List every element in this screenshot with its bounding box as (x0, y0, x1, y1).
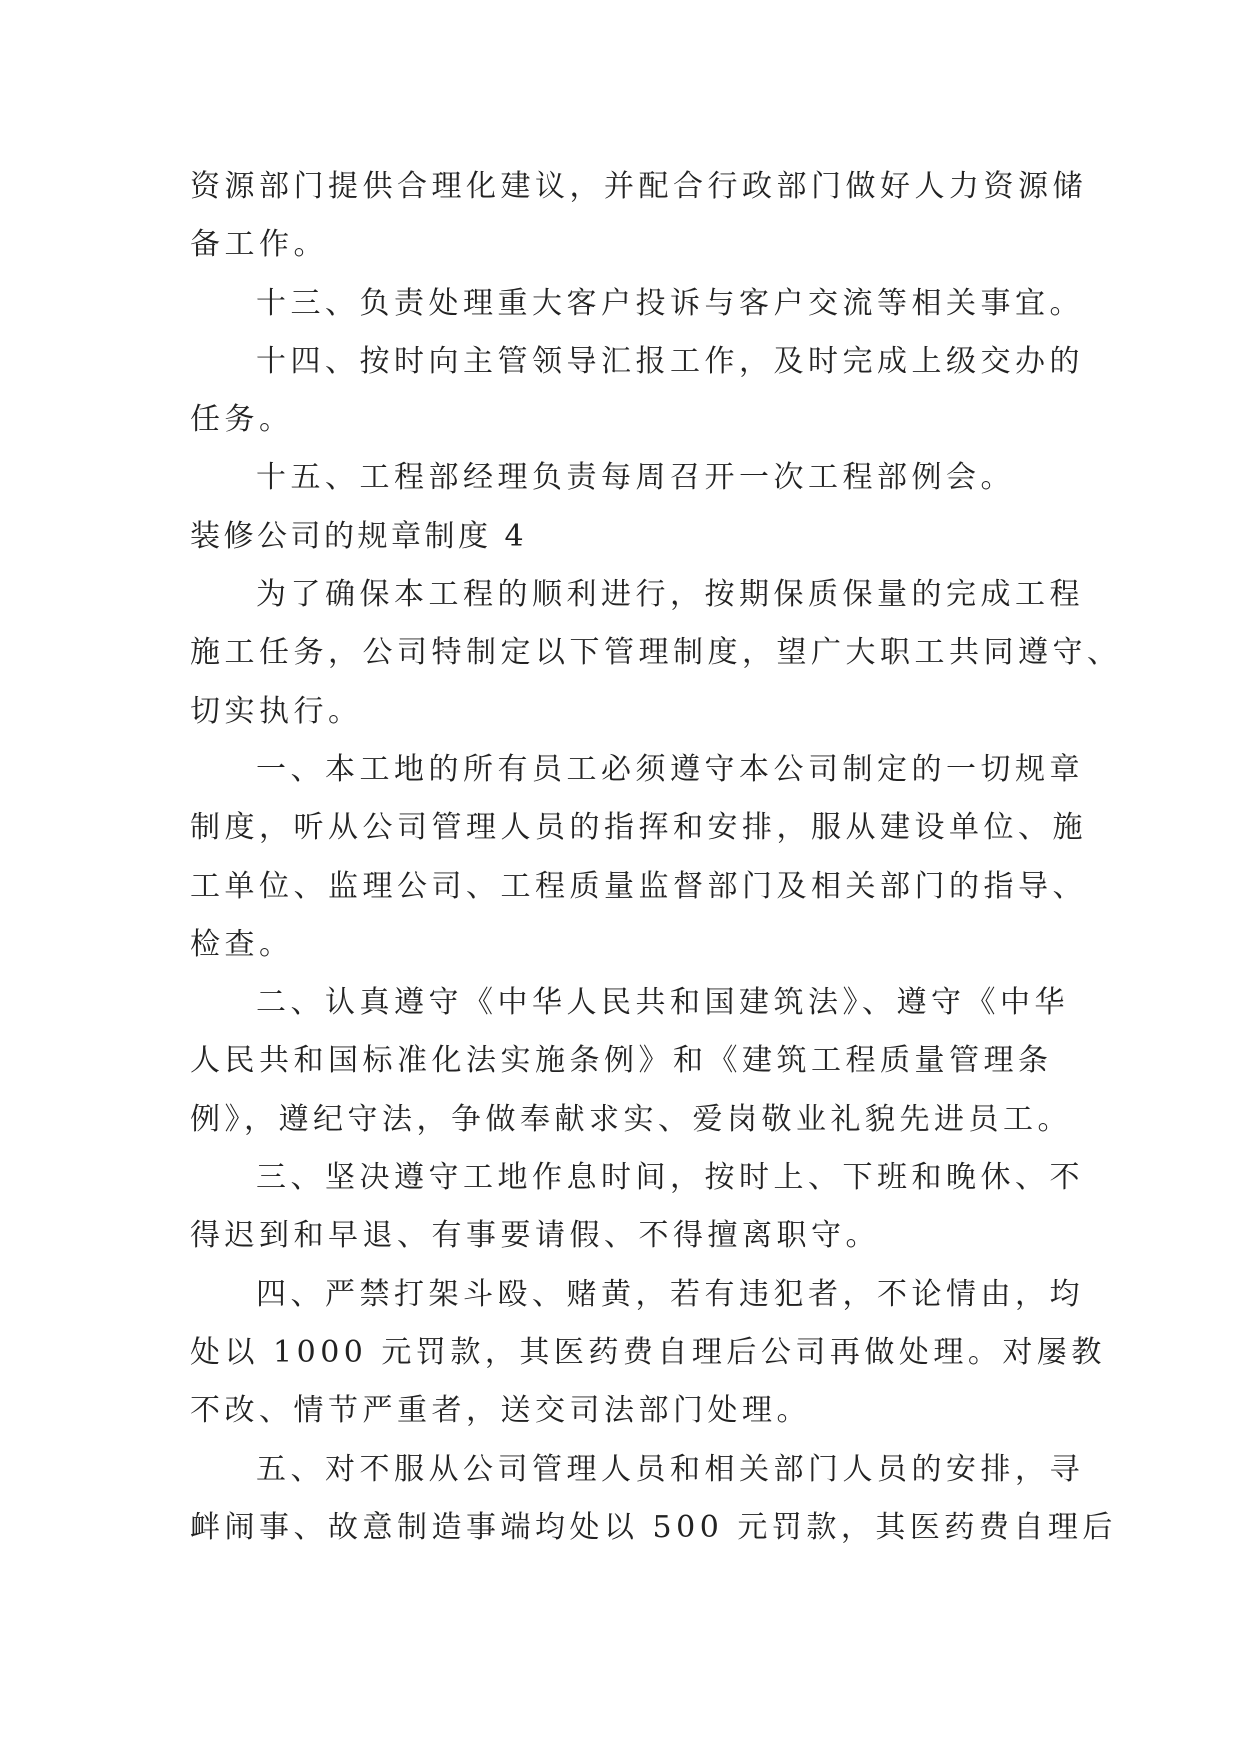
text-line: 十三、负责处理重大客户投诉与客户交流等相关事宜。 (256, 285, 1084, 321)
text-line: 得迟到和早退、有事要请假、不得擅离职守。 (190, 1218, 880, 1254)
text-line: 备工作。 (190, 227, 328, 263)
text-line: 为了确保本工程的顺利进行，按期保质保量的完成工程 (256, 577, 1084, 613)
text-line: 施工任务，公司特制定以下管理制度，望广大职工共同遵守、 (190, 635, 1122, 671)
text-line: 人民共和国标准化法实施条例》和《建筑工程质量管理条 (190, 1043, 1053, 1079)
text-line: 衅闹事、故意制造事端均处以 500 元罚款，其医药费自理后 (190, 1509, 1117, 1545)
text-line: 五、对不服从公司管理人员和相关部门人员的安排，寻 (256, 1451, 1084, 1487)
document-body (190, 158, 1122, 1557)
text-line: 资源部门提供合理化建议，并配合行政部门做好人力资源储 (190, 169, 1087, 204)
text-line: 检查。 (190, 926, 294, 962)
text-line: 工单位、监理公司、工程质量监督部门及相关部门的指导、 (190, 868, 1087, 904)
text-line: 制度，听从公司管理人员的指挥和安排，服从建设单位、施 (190, 810, 1087, 846)
text-line: 任务。 (190, 402, 294, 438)
section-heading: 装修公司的规章制度 4 (190, 518, 528, 554)
text-line: 处以 1000 元罚款，其医药费自理后公司再做处理。对屡教 (190, 1334, 1106, 1370)
text-line: 不改、情节严重者，送交司法部门处理。 (190, 1393, 811, 1429)
text-line: 例》，遵纪守法，争做奉献求实、爱岗敬业礼貌先进员工。 (190, 1101, 1072, 1137)
text-line: 二、认真遵守《中华人民共和国建筑法》、遵守《中华 (256, 985, 1069, 1021)
text-line: 四、严禁打架斗殴、赌黄，若有违犯者，不论情由，均 (256, 1276, 1084, 1312)
text-line: 三、坚决遵守工地作息时间，按时上、下班和晚休、不 (256, 1160, 1084, 1196)
text-line: 一、本工地的所有员工必须遵守本公司制定的一切规章 (256, 751, 1084, 787)
text-line: 十五、工程部经理负责每周召开一次工程部例会。 (256, 460, 1015, 496)
text-line: 切实执行。 (190, 693, 363, 729)
text-line: 十四、按时向主管领导汇报工作，及时完成上级交办的 (256, 343, 1084, 379)
